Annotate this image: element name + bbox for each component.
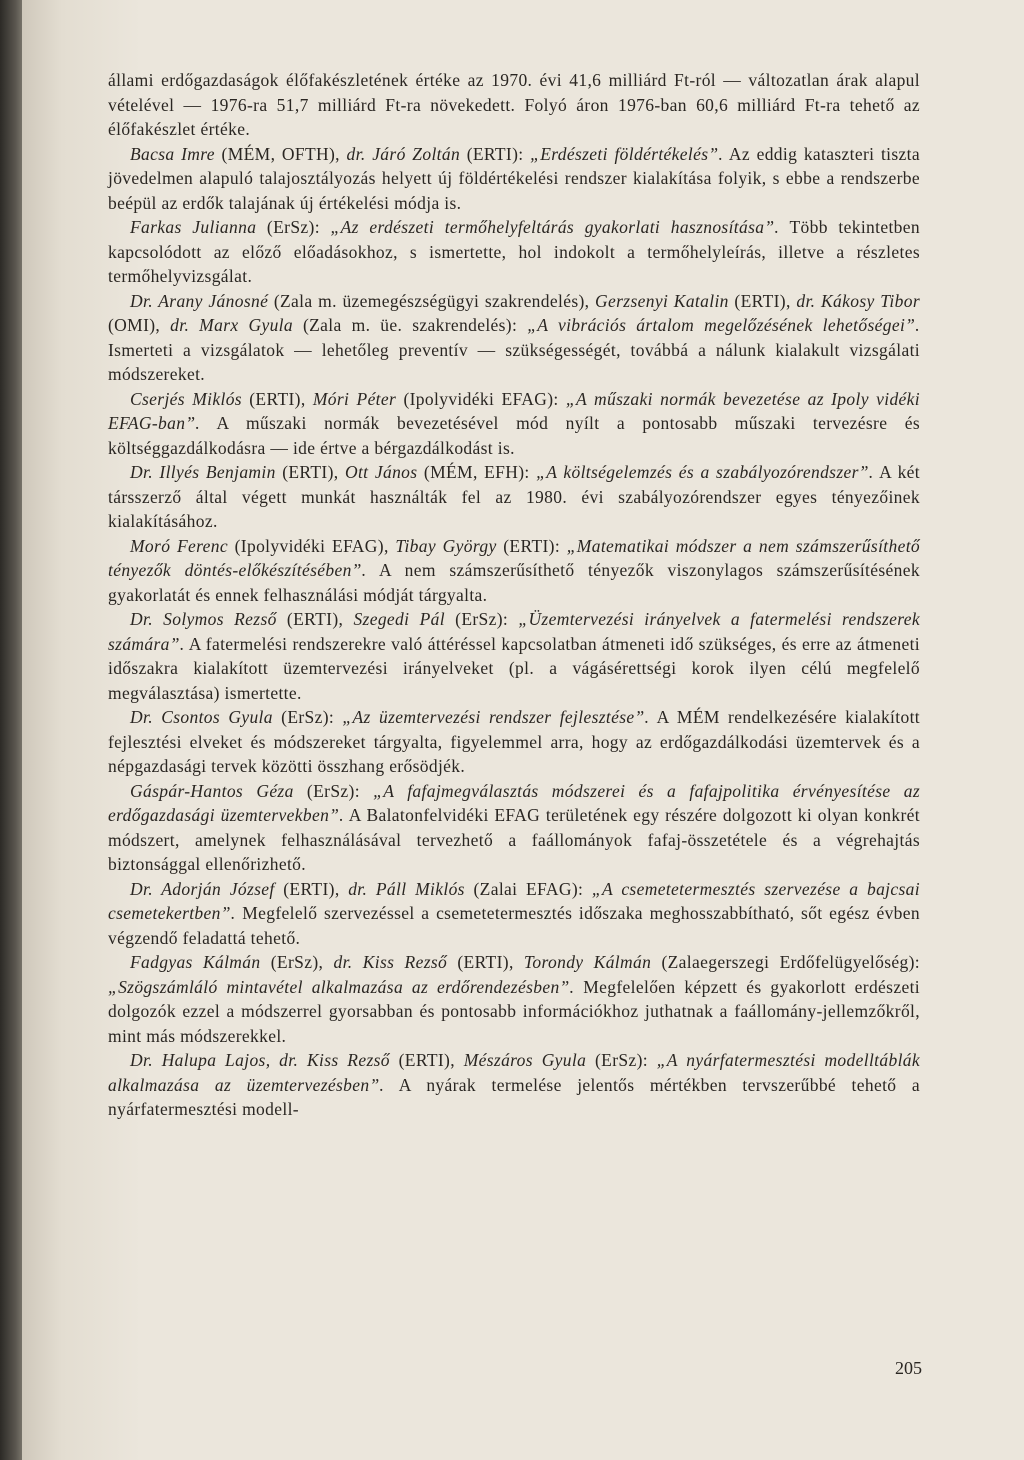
italic-run: Moró Ferenc (130, 535, 228, 556)
italic-run: „A csemetetermesztés szervezése a bajcsai csemetekertben”. (108, 878, 920, 923)
paragraph (108, 142, 920, 216)
text-run: (ErSz): (444, 609, 519, 629)
text-run: (MÉM, EFH): (417, 462, 537, 482)
paragraph (108, 387, 920, 461)
text-run: Megfelelő szervezéssel a csemetetermesztés időszaka meghosszabbítható, sőt egész évben végzendő feladattá tehető. (108, 903, 920, 948)
italic-run: „Matematikai módszer a nem számszerűsíthető tényezők döntés-előkészítésében”. (108, 535, 921, 580)
body-text (108, 68, 920, 1122)
italic-run: dr. Kákosy Tibor (796, 290, 920, 311)
book-page (22, 0, 1024, 1460)
italic-run: dr. Kiss Rezső (333, 952, 448, 972)
italic-run: Gáspár-Hantos Géza (130, 780, 294, 801)
paragraph (108, 68, 920, 142)
text-run: (Ipolyvidéki EFAG): (396, 388, 566, 409)
text-run: (ERTI): (460, 143, 531, 164)
text-run: Ismerteti a vizsgálatok — lehetőleg preventív — szükségességét, továbbá a nálunk kialakult vizsgálati módszereket. (108, 339, 920, 384)
text-run: (ErSz): (272, 707, 343, 727)
text-run: állami erdőgazdaságok élőfakészletének értéke az 1970. évi 41,6 milliárd Ft-ról — változatlan árak alapul vételével — 1976-ra 51,7 milliárd Ft-ra növekedett. Folyó áron 1976-ban 60,6 milliárd Ft-ra tehető az élőfakészlet értéke. (108, 70, 920, 139)
text-run: (OMI), (108, 315, 171, 335)
paragraph (108, 1048, 920, 1122)
text-run: (Zalaegerszegi Erdőfelügyelőség): (651, 952, 920, 972)
text-run: (ERTI), (728, 290, 797, 311)
italic-run: Ott János (344, 462, 418, 482)
text-run: (ERTI), (274, 878, 349, 899)
text-run: (ERTI), (389, 1050, 464, 1070)
paragraph (108, 607, 920, 705)
paragraph (108, 877, 920, 951)
italic-run: Gerzsenyi Katalin (595, 290, 729, 311)
paragraph (108, 460, 920, 534)
text-run: (ErSz): (586, 1050, 657, 1070)
page-number: 205 (895, 1358, 922, 1378)
italic-run: dr. Marx Gyula (170, 315, 293, 335)
italic-run: Dr. Solymos Rezső (130, 609, 277, 629)
italic-run: „A vibrációs ártalom megelőzésének lehetőségei”. (527, 315, 920, 335)
text-run: Több tekintetben kapcsolódott az előző előadásokhoz, s ismertette, hol indokolt a termőhelyleírás, illetve a részletes termőhelyvizsgálat. (108, 217, 921, 286)
text-run: (ERTI), (275, 462, 345, 482)
italic-run: Fadgyas Kálmán (130, 952, 261, 972)
paragraph (108, 215, 920, 289)
paragraph (108, 705, 920, 779)
text-run: (Zala m. üzemegészségügyi szakrendelés), (268, 290, 596, 311)
italic-run: dr. Páll Miklós (348, 878, 465, 899)
italic-run: Szegedi Pál (353, 609, 445, 629)
italic-run: „A műszaki normák bevezetése az Ipoly vidéki EFAG-ban”. (108, 388, 920, 433)
text-run: (ERTI), (447, 952, 524, 972)
italic-run: Dr. Adorján József (130, 878, 275, 899)
paragraph (108, 289, 920, 387)
paragraph (108, 534, 920, 608)
text-run: (ErSz), (260, 952, 334, 972)
text-run: (ERTI), (276, 609, 354, 629)
italic-run: Farkas Julianna (130, 217, 257, 237)
italic-run: Dr. Csontos Gyula (130, 707, 273, 727)
text-run: (Zala m. üe. szakrendelés): (292, 315, 528, 335)
italic-run: Mészáros Gyula (463, 1050, 587, 1070)
italic-run: Bacsa Imre (130, 143, 215, 164)
italic-run: „Szögszámláló mintavétel alkalmazása az erdőrendezésben”. (108, 976, 575, 997)
text-run: Az eddig kataszteri tiszta jövedelmen alapuló talajosztályozás helyett új földértékelési rendszer kialakítása folyik, s ebbe a rendszerbe beépül az erdők talajának új értékelési módja is. (108, 143, 921, 213)
italic-run: „A fafajmegválasztás módszerei és a fafajpolitika érvényesítése az erdőgazdasági üzemtervekben”. (108, 780, 921, 825)
text-run: A nem számszerűsíthető tényezők viszonylagos számszerűsítésének gyakorlatát és ennek felhasználási módját tárgyalta. (108, 560, 920, 605)
italic-run: „A költségelemzés és a szabályozórendszer”. (536, 462, 874, 482)
italic-run: Cserjés Miklós (130, 388, 242, 409)
italic-run: „Erdészeti földértékelés”. (530, 143, 724, 164)
text-run: Megfelelően képzett és gyakorlott erdészeti dolgozók ezzel a módszerrel gyorsabban és pontosabb információkhoz juthatnak a faállomány-jellemzőkről, mint más módszerekkel. (108, 976, 920, 1046)
text-run: (Zalai EFAG): (464, 878, 592, 899)
text-run: A nyárak termelése jelentős mértékben tervszerűbbé tehető a nyárfatermesztési modell- (108, 1074, 920, 1119)
italic-run: „A nyárfatermesztési modelltáblák alkalmazása az üzemtervezésben”. (108, 1050, 921, 1095)
text-run: A Balatonfelvidéki EFAG területének egy részére dolgozott ki olyan konkrét módszert, amelynek felhasználásával tervezhető a faállományok fafaj-összetétele és a végrehajtás biztonsággal ellenőrizhető. (108, 805, 920, 874)
text-run: (ErSz): (293, 780, 374, 801)
italic-run: Dr. Halupa Lajos, dr. Kiss Rezső (130, 1050, 390, 1070)
italic-run: „Az erdészeti termőhelyfeltárás gyakorlati hasznosítása”. (330, 217, 780, 237)
text-run: A két társszerző által végett munkát használták fel az 1980. évi szabályozórendszer egyes tényezőinek kialakításához. (108, 462, 921, 531)
italic-run: „Üzemtervezési irányelvek a fatermelési rendszerek számára”. (108, 609, 921, 654)
italic-run: „Az üzemtervezési rendszer fejlesztése”. (342, 707, 650, 727)
text-run: A műszaki normák bevezetésével mód nyílt a pontosabb műszaki tervezésre és költséggazdálkodásra — ide értve a bérgazdálkodást is. (108, 413, 920, 458)
text-run: A MÉM rendelkezésére kialakított fejlesztési elveket és módszereket tárgyalta, figyelemmel arra, hogy az erdőgazdálkodási üzemtervek és a népgazdasági tervek közötti összhang erősödjék. (108, 707, 920, 776)
italic-run: Torondy Kálmán (523, 952, 652, 972)
text-run: A fatermelési rendszerekre való áttéréssel kapcsolatban átmeneti idő szükséges, és erre az átmeneti időszakra kialakított üzemtervezési irányelveket (pl. a vágásérettségi korok ilyen célú megfelelő megválasztása) ismertette. (108, 633, 920, 703)
italic-run: Dr. Illyés Benjamin (130, 462, 276, 482)
italic-run: Tibay György (395, 535, 497, 556)
paragraph (108, 950, 920, 1048)
italic-run: Móri Péter (312, 388, 397, 409)
italic-run: dr. Járó Zoltán (346, 143, 461, 164)
text-run: (ErSz): (256, 217, 331, 237)
text-run: (ERTI), (241, 388, 313, 409)
text-run: (MÉM, OFTH), (214, 143, 347, 164)
italic-run: Dr. Arany Jánosné (130, 290, 269, 311)
text-run: (ERTI): (496, 535, 567, 556)
paragraph (108, 779, 920, 877)
text-run: (Ipolyvidéki EFAG), (227, 535, 396, 556)
